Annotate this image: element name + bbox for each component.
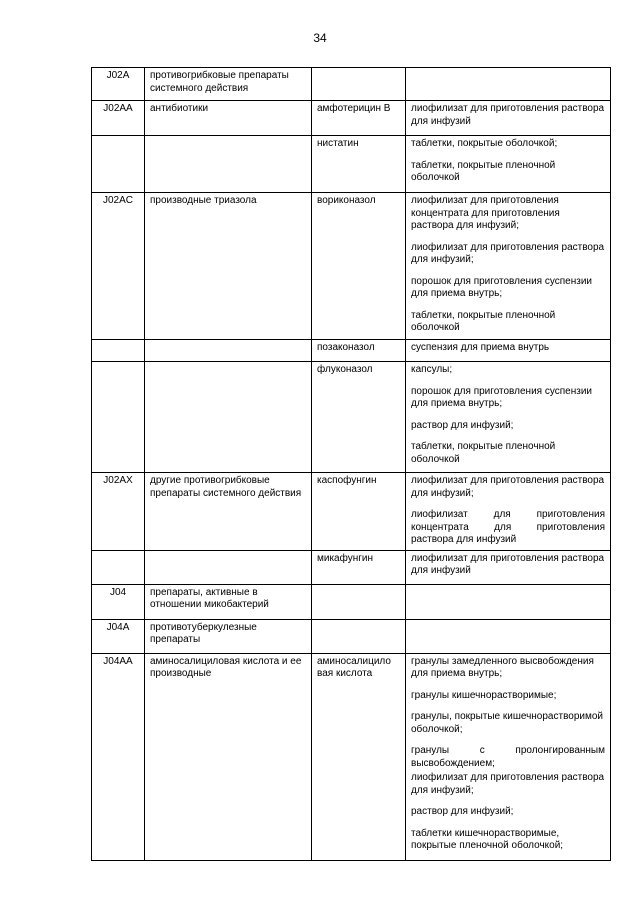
dosage-form: порошок для приготовления суспензии для приема внутрь; [411,385,592,409]
atc-code-cell [92,550,145,584]
atc-code-cell: J02A [92,68,145,101]
atc-code-cell [92,362,145,473]
group-name-cell [145,136,312,193]
drug-name-cell [312,619,406,653]
atc-code-cell [92,340,145,362]
atc-code-cell [92,136,145,193]
atc-code-cell: J04AA [92,653,145,860]
dosage-form: таблетки, покрытые оболочкой; [411,138,558,149]
drug-name-cell: нистатин [312,136,406,193]
dosage-forms-cell [406,619,611,653]
dosage-form: лиофилизат для приготовления раствора для инфузий; [411,475,605,499]
drug-name-cell: флуконазол [312,362,406,473]
group-name-cell: противотуберкулезные препараты [145,619,312,653]
group-name-cell [145,362,312,473]
drug-list-table [91,67,611,861]
drug-name-cell: амфотерицин B [312,101,406,136]
dosage-form: капсулы; [411,364,453,375]
group-name-cell: препараты, активные в отношении микобактерий [145,584,312,619]
group-name-cell [145,340,312,362]
dosage-forms-cell [406,136,611,193]
dosage-form: лиофилизат для приготовления раствора для инфузий; [411,241,605,265]
group-name-cell: производные триазола [145,193,312,340]
group-name-cell: другие противогрибковые препараты системного действия [145,473,312,551]
atc-code-cell: J02AX [92,473,145,551]
page-number: 34 [313,31,327,45]
drug-name-cell: позаконазол [312,340,406,362]
drug-name-cell: каспофунгин [312,473,406,551]
table-row [92,101,611,136]
dosage-form: таблетки, покрытые пленочной оболочкой [411,441,556,465]
dosage-forms-cell [406,193,611,340]
group-name-cell: противогрибковые препараты системного действия [145,68,312,101]
dosage-forms-cell [406,584,611,619]
dosage-form: таблетки, покрытые пленочной оболочкой [411,159,556,183]
dosage-forms-cell [406,473,611,551]
dosage-form: раствор для инфузий; [411,806,514,817]
table-row [92,362,611,473]
table-row [92,68,611,101]
drug-name-cell: микафунгин [312,550,406,584]
drug-name-cell: аминосалицило вая кислота [312,653,406,860]
table-row [92,136,611,193]
dosage-form: лиофилизат для приготовления раствора для инфузий; [411,772,605,796]
table-row [92,193,611,340]
dosage-forms-cell [406,101,611,136]
dosage-forms-cell [406,550,611,584]
dosage-form: суспензия для приема внутрь [411,342,550,353]
dosage-forms-cell [406,653,611,860]
dosage-form: порошок для приготовления суспензии для приема внутрь; [411,275,592,299]
dosage-form: гранулы кишечнорастворимые; [411,689,557,701]
table-row [92,550,611,584]
table-row [92,653,611,860]
dosage-form: лиофилизат для приготовления раствора для инфузий [411,552,605,576]
dosage-form: лиофилизат для приготовления раствора для инфузий [411,103,605,127]
group-name-cell: антибиотики [145,101,312,136]
dosage-form: таблетки кишечнорастворимые, покрытые пленочной оболочкой; [411,827,564,851]
dosage-form: гранулы, покрытые кишечнорастворимой оболочкой; [411,711,604,735]
dosage-form: гранулы с пролонгированным высвобождением; [411,745,605,769]
group-name-cell [145,550,312,584]
drug-name-cell [312,68,406,101]
drug-name-cell: вориконазол [312,193,406,340]
dosage-form: лиофилизат для приготовления концентрата для приготовления раствора для инфузий [411,509,605,545]
dosage-form: таблетки, покрытые пленочной оболочкой [411,309,556,333]
table-row [92,473,611,551]
atc-code-cell: J02AA [92,101,145,136]
dosage-forms-cell [406,68,611,101]
atc-code-cell: J02AC [92,193,145,340]
dosage-form: лиофилизат для приготовления концентрата для приготовления раствора для инфузий; [411,195,560,231]
dosage-form: раствор для инфузий; [411,419,514,431]
drug-name-cell [312,584,406,619]
table-row [92,584,611,619]
dosage-forms-cell [406,362,611,473]
atc-code-cell: J04A [92,619,145,653]
table-row [92,340,611,362]
group-name-cell: аминосалициловая кислота и ее производные [145,653,312,860]
dosage-forms-cell [406,340,611,362]
dosage-form: гранулы замедленного высвобождения для приема внутрь; [411,655,594,679]
table-row [92,619,611,653]
atc-code-cell: J04 [92,584,145,619]
